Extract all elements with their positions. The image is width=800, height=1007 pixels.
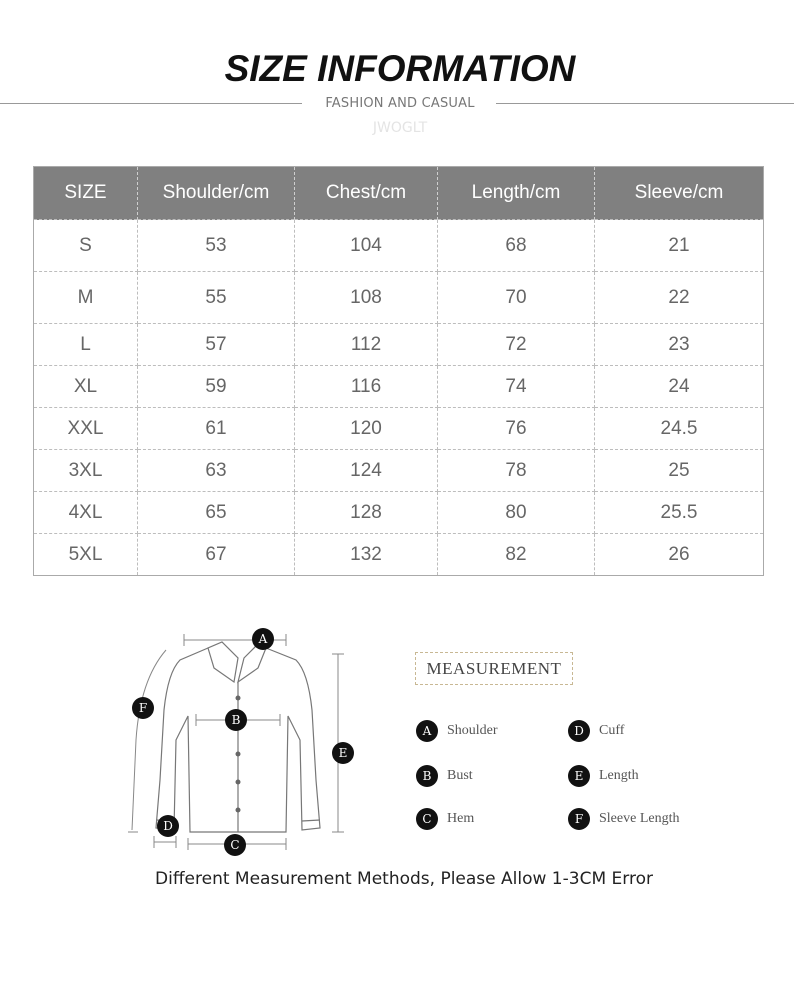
cell-shoulder: 61	[138, 408, 295, 450]
measurement-title: MEASUREMENT	[415, 652, 573, 685]
cell-shoulder: 63	[138, 450, 295, 492]
cell-sleeve: 25	[595, 450, 764, 492]
cell-size: L	[34, 324, 138, 366]
diagram-badge-a: A	[252, 628, 274, 650]
cell-size: 4XL	[34, 492, 138, 534]
cell-shoulder: 53	[138, 220, 295, 272]
cell-sleeve: 24.5	[595, 408, 764, 450]
cell-shoulder: 59	[138, 366, 295, 408]
legend-badge-c: C	[416, 808, 438, 830]
col-header-sleeve: Sleeve/cm	[595, 167, 764, 220]
cell-length: 82	[438, 534, 595, 576]
cell-length: 76	[438, 408, 595, 450]
subtitle: FASHION AND CASUAL	[325, 96, 475, 111]
cell-sleeve: 26	[595, 534, 764, 576]
cell-sleeve: 21	[595, 220, 764, 272]
col-header-chest: Chest/cm	[295, 167, 438, 220]
table-row	[34, 492, 764, 534]
col-header-size: SIZE	[34, 167, 138, 220]
legend-label-sleeve-length: Sleeve Length	[599, 811, 680, 826]
cell-size: 3XL	[34, 450, 138, 492]
cell-shoulder: 57	[138, 324, 295, 366]
table-row	[34, 272, 764, 324]
diagram-badge-e: E	[332, 742, 354, 764]
legend-badge-d: D	[568, 720, 590, 742]
legend-label-cuff: Cuff	[599, 723, 625, 738]
cell-chest: 120	[295, 408, 438, 450]
cell-size: 5XL	[34, 534, 138, 576]
cell-sleeve: 24	[595, 366, 764, 408]
cell-length: 74	[438, 366, 595, 408]
table-row	[34, 324, 764, 366]
cell-chest: 124	[295, 450, 438, 492]
diagram-badge-b: B	[225, 709, 247, 731]
cell-shoulder: 67	[138, 534, 295, 576]
cell-size: XXL	[34, 408, 138, 450]
size-table	[33, 166, 764, 576]
cell-length: 68	[438, 220, 595, 272]
col-header-length: Length/cm	[438, 167, 595, 220]
diagram-badge-d: D	[157, 815, 179, 837]
cell-size: M	[34, 272, 138, 324]
cell-chest: 104	[295, 220, 438, 272]
cell-sleeve: 25.5	[595, 492, 764, 534]
cell-chest: 128	[295, 492, 438, 534]
table-row	[34, 408, 764, 450]
legend-label-shoulder: Shoulder	[447, 723, 498, 738]
cell-length: 70	[438, 272, 595, 324]
legend-label-length: Length	[599, 768, 639, 783]
cell-shoulder: 65	[138, 492, 295, 534]
diagram-badge-f: F	[132, 697, 154, 719]
table-row	[34, 534, 764, 576]
cell-chest: 112	[295, 324, 438, 366]
cell-length: 80	[438, 492, 595, 534]
legend-label-bust: Bust	[447, 768, 473, 783]
cell-length: 78	[438, 450, 595, 492]
cell-shoulder: 55	[138, 272, 295, 324]
legend-badge-f: F	[568, 808, 590, 830]
diagram-badge-c: C	[224, 834, 246, 856]
cell-size: S	[34, 220, 138, 272]
legend-badge-a: A	[416, 720, 438, 742]
legend-badge-e: E	[568, 765, 590, 787]
shirt-diagram	[110, 620, 370, 860]
cell-length: 72	[438, 324, 595, 366]
col-header-shoulder: Shoulder/cm	[138, 167, 295, 220]
table-row	[34, 450, 764, 492]
table-header-row	[34, 167, 764, 220]
measurement-note: Different Measurement Methods, Please Allow 1-3CM Error	[155, 869, 653, 889]
brand-watermark: JWOGLT	[372, 120, 428, 136]
legend-label-hem: Hem	[447, 811, 475, 826]
cell-chest: 116	[295, 366, 438, 408]
page-title: SIZE INFORMATION	[224, 48, 576, 89]
legend-badge-b: B	[416, 765, 438, 787]
cell-sleeve: 22	[595, 272, 764, 324]
cell-size: XL	[34, 366, 138, 408]
table-row	[34, 366, 764, 408]
cell-sleeve: 23	[595, 324, 764, 366]
cell-chest: 108	[295, 272, 438, 324]
table-row	[34, 220, 764, 272]
cell-chest: 132	[295, 534, 438, 576]
